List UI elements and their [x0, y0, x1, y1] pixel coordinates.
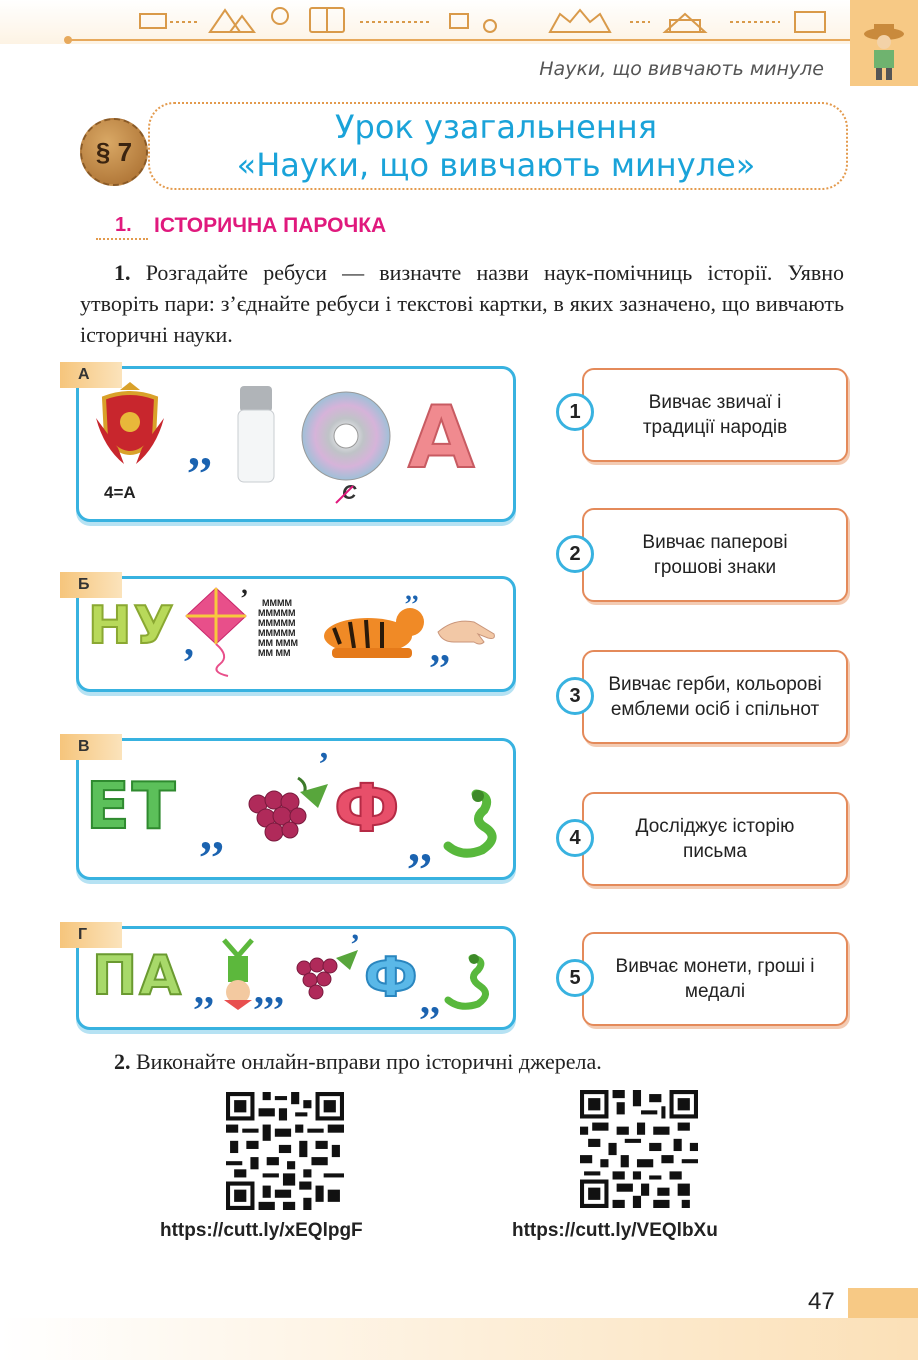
task-2-number: 2. — [114, 1049, 131, 1074]
rebus-v-tag: В — [60, 734, 122, 760]
rebus-a-quote: ,, — [188, 423, 212, 476]
coat-of-arms-icon — [94, 378, 166, 472]
salt-shaker-icon — [234, 384, 278, 484]
svg-text:MMMMM: MMMMM — [258, 628, 296, 638]
card-4: Досліджує історію письма — [582, 792, 848, 886]
link-1[interactable]: https://cutt.ly/xEQlpgF — [160, 1220, 363, 1241]
card-1: Вивчає звичаї і традиції народів — [582, 368, 848, 462]
header-line-dot — [64, 36, 72, 44]
rebus-g-comma2: ,,, — [254, 967, 284, 1012]
task-1-number: 1. — [114, 260, 131, 285]
svg-text:MMMMM: MMMMM — [258, 608, 296, 618]
card-2: Вивчає паперові грошові знаки — [582, 508, 848, 602]
rebus-g-letters: ПА — [92, 944, 183, 1007]
link-2[interactable]: https://cutt.ly/VEQlbXu — [512, 1220, 718, 1241]
footer-band — [0, 1318, 918, 1360]
grapes-icon — [238, 774, 330, 848]
rebus-a-crossed-letter: С — [342, 482, 357, 504]
rebus-v-letter-e: ЕТ — [86, 770, 178, 844]
rebus-v-apostrophe: ’ — [318, 746, 330, 783]
card-3-number: 3 — [556, 677, 594, 715]
qr-code-2[interactable] — [580, 1090, 698, 1208]
svg-text:MMMM: MMMM — [262, 598, 292, 608]
rebus-b-tag: Б — [60, 572, 122, 598]
history-icons-strip — [130, 2, 850, 38]
rebus-b-comma1: , — [184, 619, 194, 664]
qr-code-1[interactable] — [226, 1092, 344, 1210]
rebus-b-comma2: ,, — [430, 625, 450, 670]
svg-text:MMMMM: MMMMM — [258, 618, 296, 628]
svg-text:MM MM: MM MM — [258, 648, 291, 658]
page-number: 47 — [808, 1288, 835, 1315]
rebus-b-letters: НУ — [88, 596, 176, 656]
rebus-v-comma2: ,, — [408, 819, 432, 872]
rebus-v-comma1: ,, — [200, 807, 224, 860]
task-2-text: Виконайте онлайн-вправи про історичні джерела. — [136, 1049, 602, 1074]
rebus-b-apostrophe: ’ — [240, 584, 249, 613]
rebus-g-comma3: ,, — [420, 977, 440, 1022]
rebus-b-apostrophe2: ’’ — [404, 590, 420, 619]
card-5-number: 5 — [556, 959, 594, 997]
letter-m-pattern-icon — [258, 596, 310, 658]
header-line — [70, 39, 850, 41]
explorer-icon — [858, 20, 910, 82]
rebus-g-comma1: ,, — [194, 967, 214, 1012]
rebus-g-letter-f: Ф — [364, 946, 420, 1009]
snake-icon-small — [444, 952, 494, 1012]
rebus-a-note: 4=А — [104, 483, 136, 502]
paragraph-badge: § 7 — [80, 118, 148, 186]
rebus-v-letter-f: Ф — [334, 770, 402, 847]
section-number: 1. — [115, 214, 132, 236]
lesson-title-line2: «Науки, що вивчають минуле» — [236, 146, 756, 184]
card-4-number: 4 — [556, 819, 594, 857]
rebus-a-tag: А — [60, 362, 122, 388]
card-5: Вивчає монети, гроші і медалі — [582, 932, 848, 1026]
lesson-title-line1: Урок узагальнення — [335, 108, 657, 146]
task-1-text: Розгадайте ребуси — визначте назви наук-помічниць історії. Уявно утворіть пари: з’єднайте ребуси і текстові картки, в яких зазначено, що вивчають історичні науки. — [80, 260, 845, 347]
card-1-number: 1 — [556, 393, 594, 431]
card-3: Вивчає герби, кольорові емблеми осіб і спільнот — [582, 650, 848, 744]
cd-disc-icon — [298, 388, 394, 484]
card-2-number: 2 — [556, 535, 594, 573]
running-title: Науки, що вивчають минуле — [539, 58, 824, 80]
rebus-g-apostrophe: ’ — [350, 928, 360, 961]
snake-icon — [442, 788, 502, 860]
rebus-g-tag: Г — [60, 922, 122, 948]
section-title: ІСТОРИЧНА ПАРОЧКА — [154, 214, 387, 237]
rebus-a-letter: А — [408, 388, 477, 488]
svg-text:MM MMM: MM MMM — [258, 638, 298, 648]
section-underline — [96, 238, 148, 240]
task-1 — [80, 257, 844, 350]
task-2 — [114, 1046, 602, 1077]
